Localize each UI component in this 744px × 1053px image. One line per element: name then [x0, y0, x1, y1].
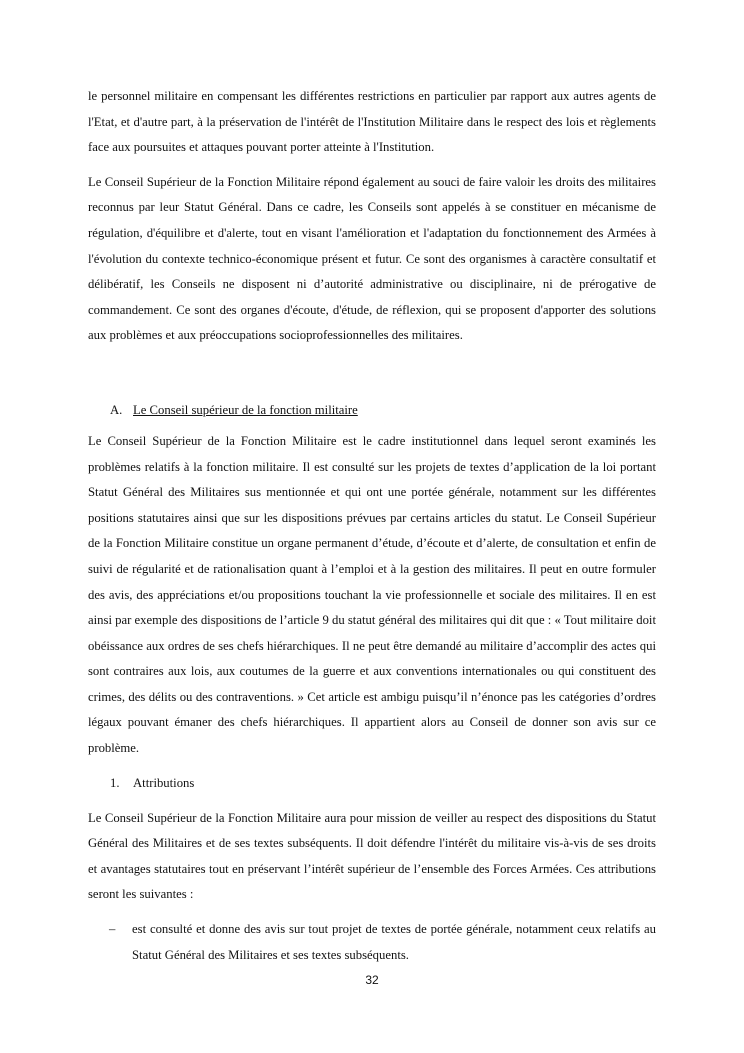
section-a-title: Le Conseil supérieur de la fonction militaire	[133, 402, 358, 417]
list-item	[88, 917, 656, 968]
section-a-marker: A.	[110, 402, 123, 417]
page-number: 32	[365, 973, 379, 987]
subsection-1-title: Attributions	[133, 775, 195, 790]
intro-paragraph: le personnel militaire en compensant les différentes restrictions en particulier par rapport aux autres agents de l'Etat, et d'autre part, à la préservation de l'intérêt de l'Institution Militaire dans le respect des lois et règlements face aux poursuites et attaques pouvant porter atteinte à l'Institution.	[88, 89, 656, 155]
conseil-paragraph: Le Conseil Supérieur de la Fonction Militaire répond également au souci de faire valoir les droits des militaires reconnus par leur Statut Général. Dans ce cadre, les Conseils sont appelés à se constituer en mécanisme de régulation, d'équilibre et d'alerte, tout en visant l'amélioration et l'adaptation du fonctionnement des Armées à l'évolution du contexte technico-économique présent et futur. Ce sont des organismes à caractère consultatif et délibératif, les Conseils ne disposent ni d’autorité administrative ou disciplinaire, ni de prérogative de commandement. Ce sont des organes d'écoute, d'étude, de réflexion, qui se proposent d'apporter des solutions aux problèmes et aux préoccupations socioprofessionnelles des militaires.	[88, 174, 656, 343]
section-a-paragraph: Le Conseil Supérieur de la Fonction Militaire est le cadre institutionnel dans lequel seront examinés les problèmes relatifs à la fonction militaire. Il est consulté sur les projets de textes d’application de la loi portant Statut Général des Militaires sus mentionnée et qui ont une portée générale, notamment sur les différentes positions statutaires ainsi que sur les dispositions prévues par certains articles du statut. Le Conseil Supérieur de la Fonction Militaire constitue un organe permanent d’étude, d’écoute et d’alerte, de consultation et enfin de suivi de régularité et de rationalisation quant à l’emploi et à la gestion des militaires. Il peut en outre formuler des avis, des appréciations et/ou propositions touchant la vie professionnelle et sociale des militaires. Il en est ainsi par exemple des dispositions de l’article 9 du statut général des militaires qui dit que : « Tout militaire doit obéissance aux ordres de ses chefs hiérarchiques. Il ne peut être demandé au militaire d’accomplir des actes qui sont contraires aux lois, aux coutumes de la guerre et aux conventions internationales ou qui constituent des crimes, des délits ou des contraventions. » Cet article est ambigu puisqu’il n’énonce pas les catégories d’ordres légaux pouvant émaner des chefs hiérarchiques. Il appartient alors au Conseil de donner son avis sur ce problème.	[88, 433, 656, 756]
subsection-1-heading	[110, 771, 656, 797]
attributions-paragraph: Le Conseil Supérieur de la Fonction Militaire aura pour mission de veiller au respect des dispositions du Statut Général des Militaires et de ses textes subséquents. Il doit défendre l'intérêt du militaire vis-à-vis de ses droits et avantages statutaires tout en préservant l’intérêt supérieur de l’ensemble des Forces Armées. Ces attributions seront les suivantes :	[88, 810, 656, 902]
subsection-1-marker: 1.	[110, 775, 120, 790]
list-item-text: est consulté et donne des avis sur tout projet de textes de portée générale, notamment ceux relatifs au Statut Général des Militaires et ses textes subséquents.	[132, 922, 656, 962]
section-a-heading	[110, 398, 656, 424]
document-page	[88, 84, 656, 968]
dash-bullet-icon: –	[109, 922, 116, 937]
